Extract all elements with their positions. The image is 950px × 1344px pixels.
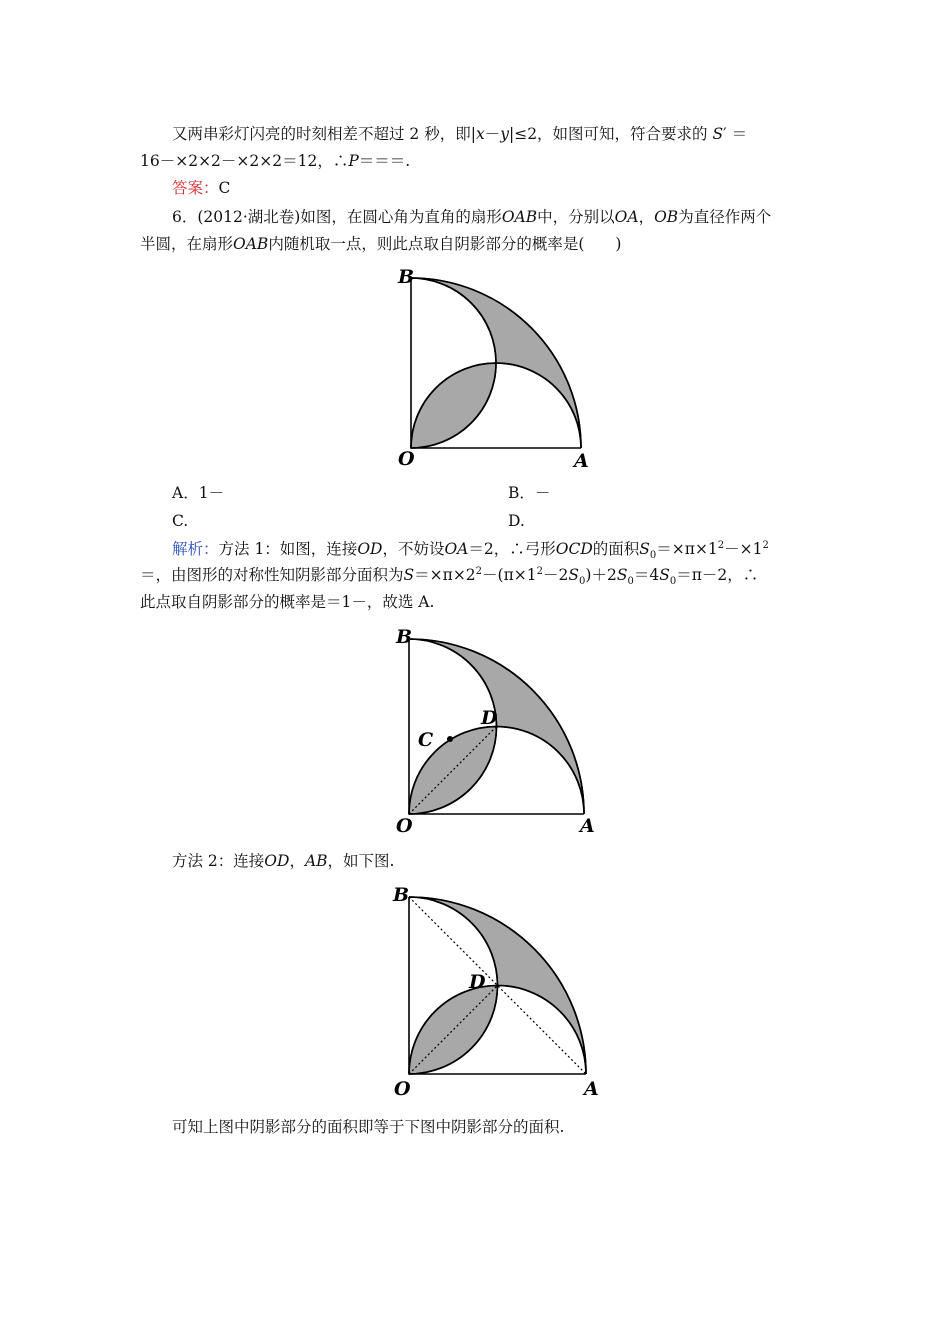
paragraph-1-line-2 <box>140 151 410 171</box>
subscript: 0 <box>649 550 657 562</box>
text: 又两串彩灯闪亮的时刻相差不超过 2 秒，即| <box>172 125 476 143</box>
solution-line-2 <box>140 565 759 588</box>
label-o: O <box>396 815 413 837</box>
text: 半圆，在扇形 <box>140 235 234 253</box>
paragraph-1-line-1 <box>172 124 747 144</box>
var-oa: OA <box>444 540 469 558</box>
solution-line-1 <box>172 539 769 562</box>
label-b: B <box>393 884 410 906</box>
text: )＋2 <box>585 566 617 584</box>
figure-3-method-2 <box>393 882 604 1100</box>
answer-value: C <box>218 179 231 197</box>
label-b: B <box>398 266 415 288</box>
var-ocd: OCD <box>555 540 593 558</box>
var-ob: OB <box>654 208 679 226</box>
text: ＝＝＝. <box>358 152 411 170</box>
option-b: B．－ <box>508 484 551 502</box>
text: 方法 1：如图，连接 <box>218 540 358 558</box>
var-s: S <box>659 566 670 584</box>
var-x: x <box>475 125 485 143</box>
superscript: 2 <box>762 539 769 551</box>
text: 16－×2×2－×2×2＝12，∴ <box>140 152 349 170</box>
text: ， <box>289 852 305 870</box>
option-d: D. <box>508 512 525 530</box>
var-p: P <box>348 152 359 170</box>
superscript: 2 <box>475 565 483 577</box>
var-s: S <box>568 566 580 584</box>
var-oa: OA <box>614 208 639 226</box>
solution-line-3: 此点取自阴影部分的概率是＝1－，故选 A. <box>140 593 435 611</box>
text: 内随机取一点，则此点取自阴影部分的概率是( ) <box>268 235 622 253</box>
var-oab: OAB <box>233 235 269 253</box>
var-s: S <box>639 540 650 558</box>
label-b: B <box>396 626 413 648</box>
subscript: 0 <box>627 576 634 588</box>
var-s: S <box>403 566 415 584</box>
figure-1-quarter-circle <box>396 266 596 476</box>
text: 为直径作两个 <box>678 208 772 226</box>
text: ＝π－2，∴ <box>676 566 759 584</box>
solution-label: 解析： <box>172 540 219 558</box>
question-6-line-1 <box>172 207 771 227</box>
text: ＝，由图形的对称性知阴影部分面积为 <box>140 566 404 584</box>
var-y: y <box>500 125 509 143</box>
text: ＝×π×1 <box>656 540 718 558</box>
label-d: D <box>469 971 486 993</box>
superscript: 2 <box>536 565 544 577</box>
label-c: C <box>418 729 434 751</box>
figure-2-method-1 <box>394 626 604 838</box>
var-od: OD <box>264 852 290 870</box>
label-a: A <box>580 815 595 837</box>
answer-line <box>172 178 230 198</box>
subscript: 0 <box>579 576 586 588</box>
var-ab: AB <box>304 852 328 870</box>
text: 中，分别以 <box>537 208 615 226</box>
text: 6．(2012·湖北卷)如图，在圆心角为直角的扇形 <box>172 208 502 226</box>
text: 方法 2：连接 <box>172 852 265 870</box>
point-c <box>447 736 453 742</box>
label-o: O <box>394 1078 411 1100</box>
method-2-line <box>172 851 394 871</box>
text: ＝2，∴弓形 <box>468 540 556 558</box>
text: ，如下图. <box>327 852 395 870</box>
text: |≤2，如图可知，符合要求的 <box>508 125 708 143</box>
question-6-line-2 <box>140 234 621 254</box>
superscript: 2 <box>717 539 725 551</box>
var-od: OD <box>357 540 383 558</box>
answer-label: 答案： <box>172 179 219 197</box>
option-a: A．1－ <box>172 484 225 502</box>
subscript: 0 <box>669 576 677 588</box>
text: ＝×π×2 <box>414 566 476 584</box>
text: ′ ＝ <box>723 125 748 143</box>
option-c: C. <box>172 512 189 530</box>
text: ＝4 <box>633 566 660 584</box>
text: －2 <box>543 566 569 584</box>
text: － <box>484 125 501 143</box>
label-o: O <box>398 448 415 470</box>
text: －×1 <box>724 540 763 558</box>
text: －(π×1 <box>482 566 537 584</box>
text: 的面积 <box>592 540 640 558</box>
label-a: A <box>584 1078 599 1100</box>
text: ， <box>638 208 655 226</box>
label-a: A <box>574 450 589 472</box>
closing-line: 可知上图中阴影部分的面积即等于下图中阴影部分的面积. <box>172 1118 565 1136</box>
var-s: S <box>616 566 628 584</box>
label-d: D <box>481 707 498 729</box>
var-s: S <box>712 125 724 143</box>
shaded-region-lens <box>411 363 496 448</box>
var-oab: OAB <box>501 208 538 226</box>
text: ，不妨设 <box>382 540 445 558</box>
